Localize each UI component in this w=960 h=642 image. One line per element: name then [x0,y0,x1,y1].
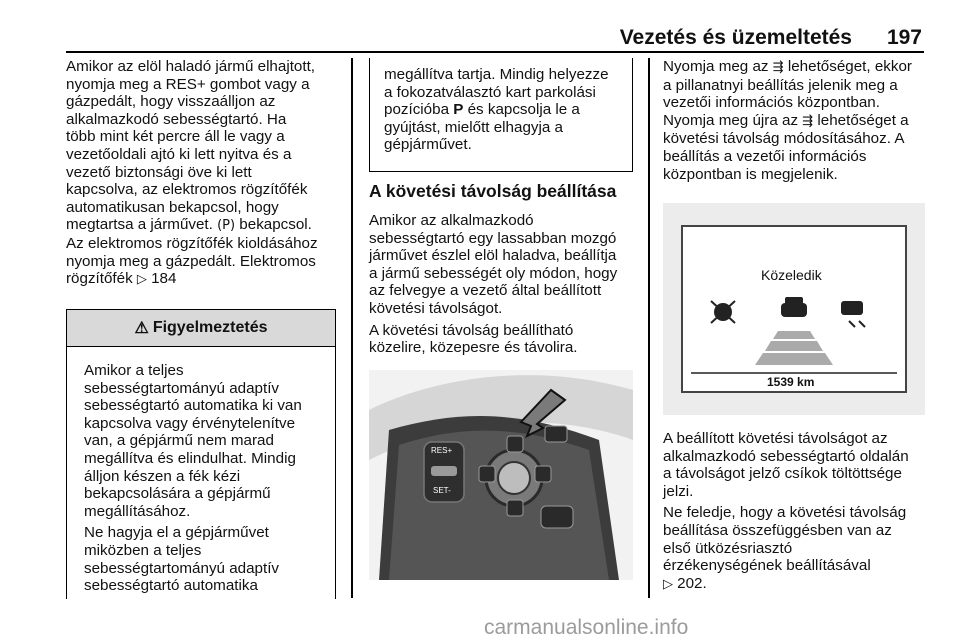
text-line: beállítás a vezetői információs [663,147,867,165]
gear-p-label: P [453,101,464,119]
text-line [663,58,929,77]
text-line: Az elektromos rögzítőfék kioldásához [66,234,318,252]
distance-bar [765,341,823,351]
col3-paragraph-3 [663,504,929,593]
column-divider [648,58,650,598]
text-line: első ütközésriasztó [663,539,793,557]
vehicle-ahead-icon [781,297,807,317]
col3-paragraph-2 [663,430,929,500]
text-line: vezetői információs központban. [663,94,880,112]
text-line: kapcsolva, az elektromos rögzítőfék [66,181,308,199]
col1-paragraph-1 [66,58,336,289]
distance-bar [773,331,815,339]
page-ref[interactable]: 184 [151,270,177,288]
warning-box-continued [369,58,633,172]
header-rule [66,51,924,53]
text-span: pozícióba [384,101,454,119]
column-3-text-lower [663,430,929,597]
text-line: vezetőoldali ajtó ki lett nyitva és a [66,145,292,163]
text-span: bekapcsol. [235,216,312,234]
text-line: A követési távolság beállítható [369,321,574,339]
section-heading: A követési távolság beállítása [369,181,617,201]
text-line: járművet észlel elöl haladva, beállítja [369,247,617,265]
text-line: alkalmazkodó sebességtartó oldalán [663,447,909,465]
odometer-value: 1539 km [767,375,815,389]
text-line: alkalmazkodó sebességtartó. Ha [66,110,287,128]
text-span: Nyomja meg az [663,58,773,75]
text-line [384,101,632,119]
text-line: a fokozatválasztó kart parkolási [384,83,596,101]
text-line: Ne hagyja el a gépjárművet [84,524,269,542]
text-line: megállítva és elindulhat. Mindig [84,449,296,467]
text-line: jelzi. [663,482,694,500]
column-divider [351,58,353,598]
page-ref-arrow-icon: ▷ [663,576,678,592]
text-line: sebességtartó egy lassabban mozgó [369,229,617,247]
display-screen [681,225,907,393]
text-line: gázpedált, hogy visszaálljon az [66,93,276,111]
res-button-label: RES+ [431,446,453,455]
text-line [66,216,336,235]
follow-distance-icon: ⇶ [802,113,814,129]
text-line: megállítva tartja. Mindig helyezze [384,66,609,83]
page-header [0,0,960,54]
text-line: a távolságot jelző csíkok töltöttsége [663,465,902,483]
text-line: több mint két percre áll le vagy a [66,128,285,146]
text-line: nyomja meg a RES+ gombot vagy a [66,75,310,93]
text-span: rögzítőfék [66,270,137,288]
text-line [66,270,336,289]
watermark: carmanualsonline.info [484,616,689,639]
col2-paragraph-2 [369,322,633,357]
text-span: és kapcsolja le a [463,101,580,119]
text-line: a jármű sebességét oly módon, hogy [369,264,618,282]
text-line: Amikor az elöl haladó jármű elhajtott, [66,58,316,75]
page-ref-arrow-icon: ▷ [136,272,152,288]
text-span: Nyomja meg újra az [663,111,803,129]
warning-header [67,310,335,347]
steering-wheel-illustration [369,370,633,580]
text-line: nyomja meg a gázpedált. Elektromos [66,252,316,270]
text-line [663,112,929,131]
text-line: sebességtartományú adaptív [84,379,280,397]
text-line: sebességtartományú adaptív [84,559,280,577]
collision-sensitivity-icon [841,301,865,327]
page-ref[interactable]: 202. [677,574,707,592]
column-2-text [369,212,633,361]
warning-title: Figyelmeztetés [152,319,268,336]
text-line: automatikusan bekapcsol, hogy [66,198,279,216]
warning-triangle-icon: ⚠ [134,320,149,337]
text-line: van, a gépjármű nem marad [84,432,274,450]
text-line: sebességtartó automatika [84,577,258,595]
text-line: az felvegye a vezető által beállított [369,282,602,300]
alert-icon [711,301,735,323]
column-3-text [663,58,929,183]
text-line: a pillanatnyi beállítás jelenik meg a [663,76,898,94]
driver-info-display-illustration [663,203,925,415]
text-line: Amikor a teljes [84,362,184,379]
text-line [663,575,929,594]
col2-paragraph-1 [369,212,633,318]
text-line: bekapcsolására a gépjármű [84,485,271,503]
distance-bar [755,353,833,365]
text-line: megállításához. [84,502,191,520]
set-button-label: SET- [433,486,451,495]
steering-wheel-svg [369,370,633,580]
text-line: követési távolság módosításához. A [663,130,905,148]
warning-paragraph-2 [84,524,335,594]
follow-distance-icon: ⇶ [772,60,784,75]
text-line: Ne feledje, hogy a követési távolság [663,504,907,522]
text-line: érzékenységének beállításával [663,557,871,575]
text-line: gyújtást, mielőtt elhagyja a [384,118,563,136]
parking-brake-icon: (P) [217,218,236,234]
warning-paragraph-1 [84,362,335,520]
column-1-text [66,58,336,289]
text-line: miközben a teljes [84,541,202,559]
text-line: követési távolságot. [369,299,503,317]
page-number: 197 [886,26,922,49]
warning-box [66,309,336,599]
text-line: sebességtartó automatika ki van [84,397,302,415]
text-line: beállítása összefüggésben van az [663,521,892,539]
text-span: megtartsa a járművet. [66,216,218,234]
text-line: álljon készen a fék kézi [84,467,241,485]
warning-body [67,347,335,595]
text-line: kapcsolva vagy érvénytelenítve [84,414,296,432]
text-span: lehetőséget a [813,111,909,129]
text-line: közelire, közepesre és távolira. [369,339,578,357]
text-line: vezető biztonsági öve ki lett [66,163,252,181]
display-status-label: Közeledik [761,267,822,283]
chapter-title: Vezetés és üzemeltetés [619,26,852,49]
text-line: Amikor az alkalmazkodó [369,212,534,229]
text-span: lehetőséget, ekkor [783,58,912,75]
text-line: A beállított követési távolságot az [663,430,888,447]
text-line: központban is megjelenik. [663,165,838,183]
text-line: gépjárművet. [384,136,472,154]
display-graphics [683,227,905,391]
